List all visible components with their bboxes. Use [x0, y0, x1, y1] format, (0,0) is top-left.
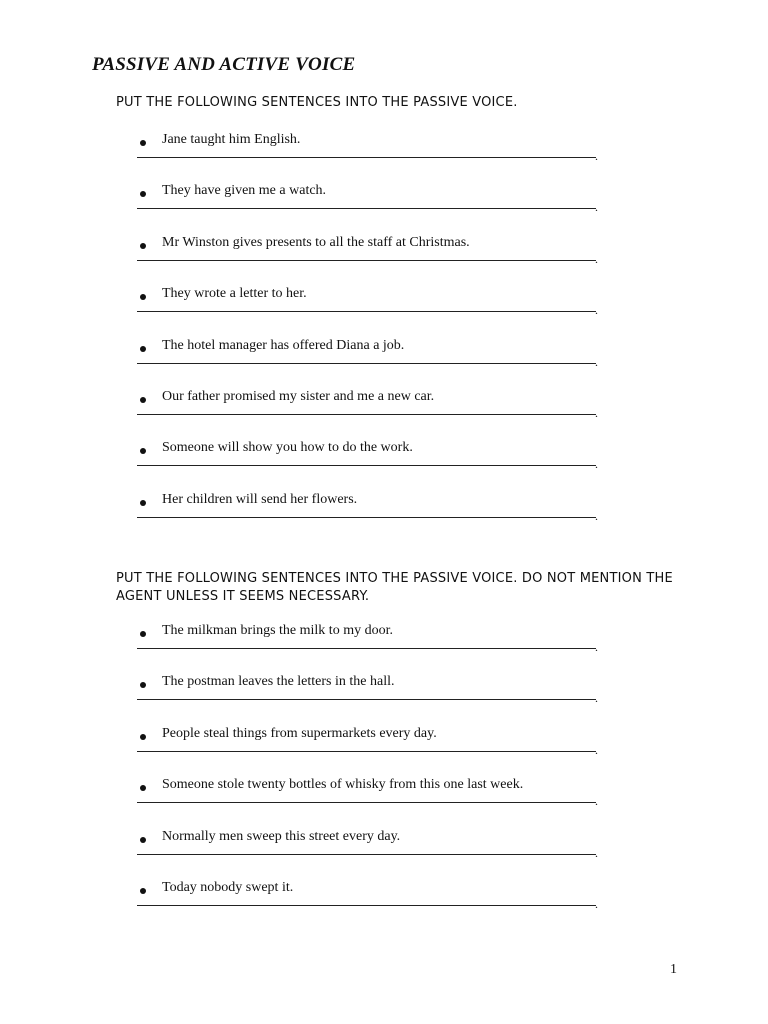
answer-line[interactable]	[137, 465, 596, 466]
answer-line-end: .	[595, 149, 598, 163]
answer-line[interactable]	[137, 363, 596, 364]
answer-line-end: .	[595, 508, 598, 523]
bullet-icon	[140, 785, 146, 791]
exercise-sentence: Jane taught him English.	[162, 132, 301, 147]
exercise-sentence: Today nobody swept it.	[162, 880, 294, 895]
bullet-icon	[140, 191, 146, 197]
exercise-sentence: Someone stole twenty bottles of whisky from this one last week.	[162, 777, 524, 793]
exercise-item	[0, 440, 768, 489]
answer-line-end: .	[595, 303, 598, 318]
bullet-icon	[140, 631, 146, 637]
exercise-sentence: Normally men sweep this street every day.	[162, 828, 401, 844]
bullet-icon	[140, 837, 146, 843]
bullet-icon	[140, 346, 146, 352]
answer-line[interactable]	[137, 414, 596, 415]
exercise-item	[0, 623, 768, 672]
section-1-instruction: PUT THE FOLLOWING SENTENCES INTO THE PASSIVE VOICE.	[116, 95, 518, 110]
bullet-icon	[140, 397, 146, 403]
exercise-sentence: Mr Winston gives presents to all the staff at Christmas.	[162, 234, 470, 250]
exercise-item	[0, 337, 768, 387]
exercise-item	[0, 234, 768, 284]
answer-line[interactable]	[137, 751, 596, 752]
bullet-icon	[140, 500, 146, 506]
exercise-item	[0, 880, 768, 929]
answer-line[interactable]	[137, 208, 596, 209]
answer-line-end: .	[595, 845, 598, 860]
exercise-item	[0, 183, 768, 232]
bullet-icon	[140, 682, 146, 688]
page-title: PASSIVE AND ACTIVE VOICE	[92, 54, 356, 75]
exercise-sentence: Her children will send her flowers.	[162, 491, 358, 507]
bullet-icon	[140, 448, 146, 454]
answer-line[interactable]	[137, 802, 596, 803]
answer-line[interactable]	[137, 905, 596, 906]
bullet-icon	[140, 140, 146, 146]
exercise-item	[0, 491, 768, 541]
answer-line-end: .	[595, 691, 598, 706]
exercise-item	[0, 777, 768, 826]
answer-line[interactable]	[137, 699, 596, 700]
page-number: 1	[670, 962, 677, 977]
answer-line-end: .	[595, 406, 598, 420]
answer-line-end: .	[595, 354, 598, 369]
answer-line-end: .	[595, 200, 598, 215]
bullet-icon	[140, 734, 146, 740]
answer-line[interactable]	[137, 517, 596, 518]
exercise-sentence: The hotel manager has offered Diana a job.	[162, 337, 405, 353]
answer-line-end: .	[595, 897, 598, 911]
answer-line-end: .	[595, 640, 598, 654]
answer-line[interactable]	[137, 648, 596, 649]
answer-line[interactable]	[137, 260, 596, 261]
answer-line-end: .	[595, 742, 598, 757]
exercise-sentence: They have given me a watch.	[162, 183, 327, 199]
exercise-item	[0, 286, 768, 335]
bullet-icon	[140, 243, 146, 249]
answer-line-end: .	[595, 794, 598, 809]
answer-line[interactable]	[137, 854, 596, 855]
exercise-sentence: Someone will show you how to do the work.	[162, 440, 413, 456]
exercise-sentence: The milkman brings the milk to my door.	[162, 623, 393, 638]
exercise-item	[0, 674, 768, 723]
exercise-item	[0, 132, 768, 181]
bullet-icon	[140, 294, 146, 300]
answer-line-end: .	[595, 457, 598, 472]
answer-line[interactable]	[137, 157, 596, 158]
answer-line-end: .	[595, 251, 598, 266]
section-2-instruction: PUT THE FOLLOWING SENTENCES INTO THE PASSIVE VOICE. DO NOT MENTION THE AGENT UNLESS IT SEEMS NECESSARY.	[116, 571, 673, 604]
answer-line[interactable]	[137, 311, 596, 312]
exercise-item	[0, 725, 768, 775]
exercise-sentence: The postman leaves the letters in the hall.	[162, 674, 395, 690]
exercise-sentence: They wrote a letter to her.	[162, 286, 307, 302]
exercise-item	[0, 389, 768, 438]
bullet-icon	[140, 888, 146, 894]
exercise-sentence: Our father promised my sister and me a new car.	[162, 389, 435, 404]
exercise-item	[0, 828, 768, 878]
exercise-sentence: People steal things from supermarkets every day.	[162, 725, 437, 741]
